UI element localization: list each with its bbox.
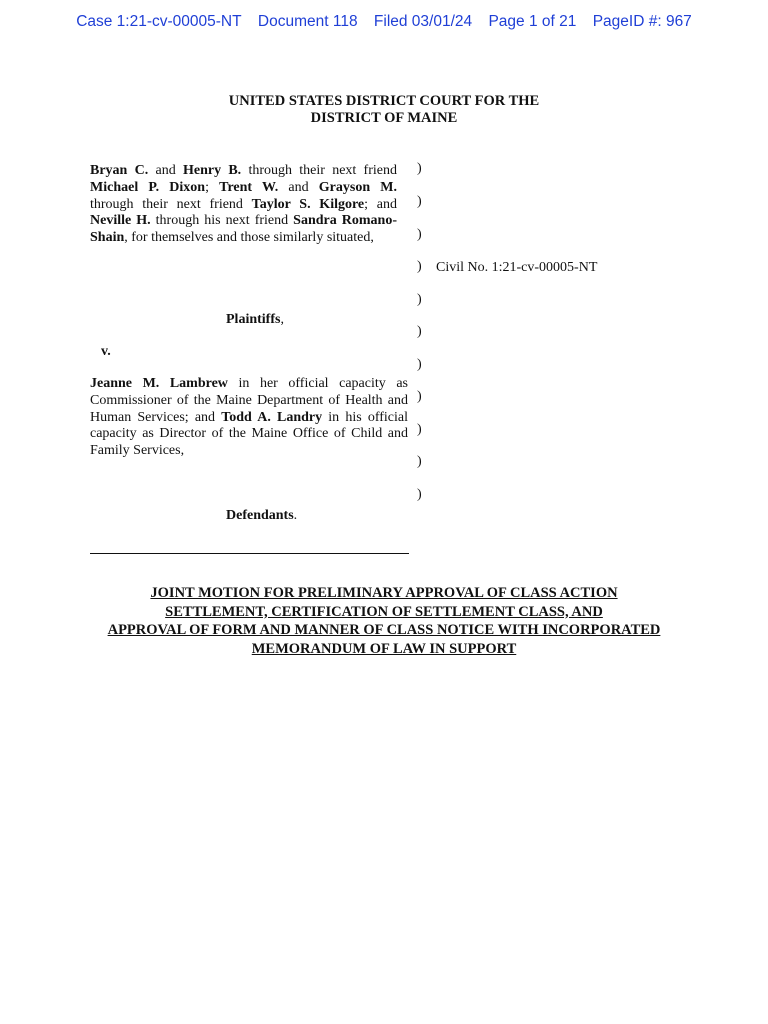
paren: ) <box>417 227 422 242</box>
defendants-label <box>226 508 297 524</box>
caption-text: , for themselves and those similarly situated, <box>124 230 374 246</box>
caption-text: in her official capacity as Commissioner of the Maine Department of Health and Human Services; and <box>90 376 408 425</box>
plaintiffs-caption <box>90 163 397 247</box>
paren: ) <box>417 389 422 404</box>
defendant-name: Todd A. Landry <box>221 409 323 425</box>
paren: ) <box>417 454 422 469</box>
versus: v. <box>101 344 111 359</box>
title-line-3: APPROVAL OF FORM AND MANNER OF CLASS NOTICE WITH INCORPORATED <box>107 622 661 639</box>
caption-text: and <box>148 163 183 178</box>
paren: ) <box>417 259 422 274</box>
paren: ) <box>417 487 422 502</box>
caption-text: ; <box>205 179 220 195</box>
court-heading <box>0 93 768 127</box>
plaintiff-name: Grayson M. <box>318 179 398 195</box>
plaintiff-name: Trent W. <box>219 179 279 195</box>
page-count: Page 1 of 21 <box>488 13 577 30</box>
paren: ) <box>417 422 422 437</box>
role-punct: . <box>293 508 298 523</box>
next-friend-name: Sandra Romano-Shain <box>90 213 397 246</box>
paren: ) <box>417 194 422 209</box>
title-line-4: MEMORANDUM OF LAW IN SUPPORT <box>251 640 517 657</box>
document-number: Document 118 <box>257 13 358 30</box>
page-id: PageID #: 967 <box>592 13 692 30</box>
next-friend-name: Taylor S. Kilgore <box>251 196 365 212</box>
paren: ) <box>417 324 422 339</box>
title-line-1: JOINT MOTION FOR PRELIMINARY APPROVAL OF CLASS ACTION <box>150 585 618 601</box>
plaintiffs-label <box>226 312 284 328</box>
caption-text: through their next friend <box>241 163 397 178</box>
caption-text: ; and <box>364 196 397 212</box>
caption-text: through his next friend <box>150 213 294 229</box>
filed-date: Filed 03/01/24 <box>373 13 473 30</box>
case-number: Case 1:21-cv-00005-NT <box>76 13 242 30</box>
paren: ) <box>417 357 422 372</box>
plaintiff-name: Neville H. <box>90 213 151 229</box>
paren: ) <box>417 292 422 307</box>
role-text: Plaintiffs <box>226 312 281 327</box>
plaintiff-name: Bryan C. <box>90 163 149 178</box>
caption-rule <box>90 553 409 554</box>
next-friend-name: Michael P. Dixon <box>90 179 206 195</box>
caption-text: through their next friend <box>90 196 252 212</box>
defendants-caption <box>90 376 408 460</box>
court-line-1: UNITED STATES DISTRICT COURT FOR THE <box>228 93 540 109</box>
title-line-2: SETTLEMENT, CERTIFICATION OF SETTLEMENT CLASS, AND <box>165 603 603 620</box>
plaintiff-name: Henry B. <box>182 163 242 178</box>
caption-text: and <box>278 179 319 195</box>
role-punct: , <box>280 312 284 327</box>
filing-header <box>0 13 768 31</box>
court-line-2: DISTRICT OF MAINE <box>310 110 458 126</box>
civil-number: Civil No. 1:21-cv-00005-NT <box>436 260 598 275</box>
motion-title <box>0 584 768 658</box>
role-text: Defendants <box>226 508 294 523</box>
paren: ) <box>417 161 422 176</box>
defendant-name: Jeanne M. Lambrew <box>90 376 228 391</box>
caption-text: in his official capacity as Director of the Maine Office of Child and Family Services, <box>90 409 408 459</box>
